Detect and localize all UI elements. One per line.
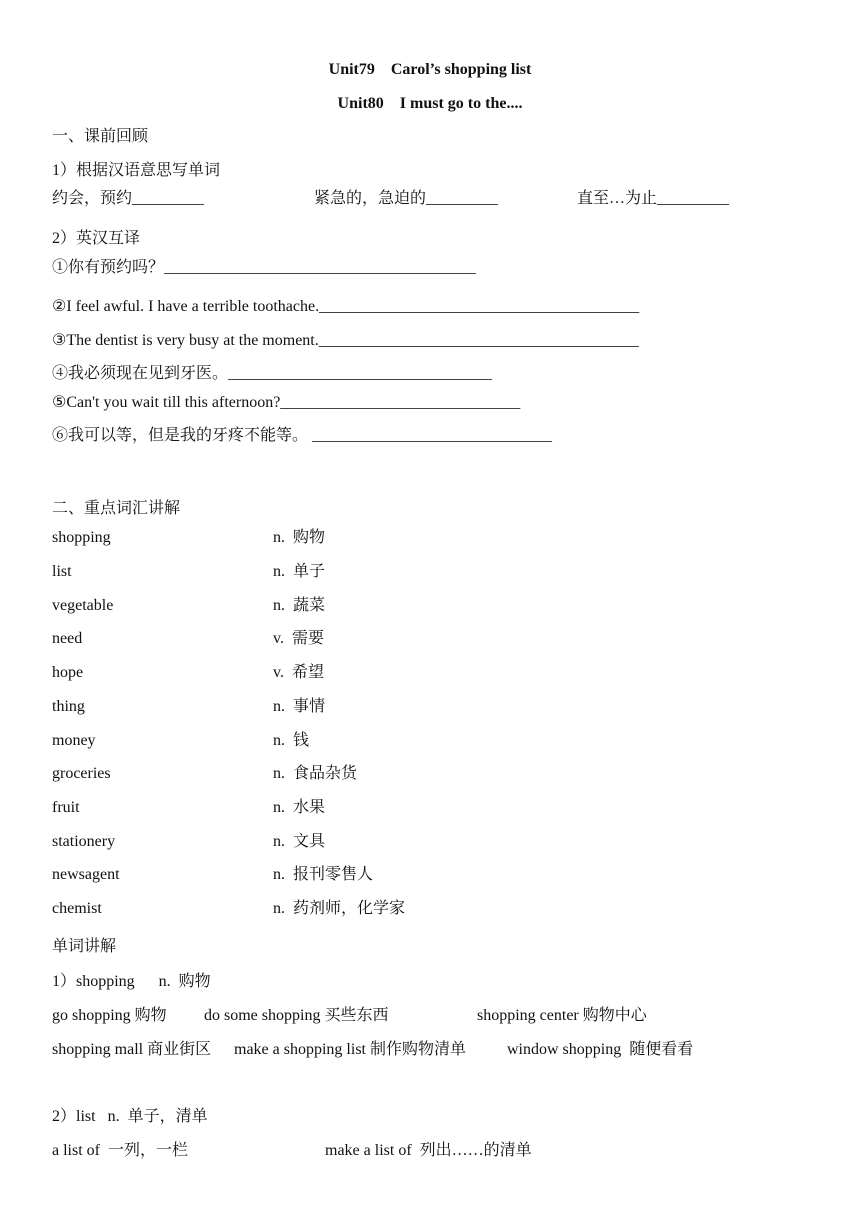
unit79-title: Unit79 Carol’s shopping list bbox=[328, 61, 532, 78]
vocab-meaning: n. 事情 bbox=[273, 698, 326, 715]
vocab-word: shopping bbox=[52, 529, 111, 546]
phrase: make a shopping list 制作购物清单 bbox=[234, 1041, 466, 1058]
vocab-heading: 二、重点词汇讲解 bbox=[52, 500, 181, 517]
review-heading: 一、课前回顾 bbox=[52, 128, 149, 145]
vocab-meaning: n. 蔬菜 bbox=[273, 597, 326, 614]
part2-item: ⑤Can't you wait till this afternoon?______________________________ bbox=[52, 394, 521, 411]
phrase: shopping mall 商业街区 bbox=[52, 1041, 212, 1058]
part1-item: 约会，预约_________ bbox=[52, 190, 205, 207]
vocab-meaning: v. 需要 bbox=[273, 630, 324, 647]
vocab-word: stationery bbox=[52, 833, 116, 850]
vocab-meaning: n. 食品杂货 bbox=[273, 765, 358, 782]
phrase: shopping center 购物中心 bbox=[477, 1007, 647, 1024]
phrase: go shopping 购物 bbox=[52, 1007, 167, 1024]
shopping-heading: 1）shopping n. 购物 bbox=[52, 973, 211, 990]
part2-item: ③The dentist is very busy at the moment.________________________________________ bbox=[52, 332, 639, 349]
vocab-word: groceries bbox=[52, 765, 111, 782]
part2-item: ⑥我可以等，但是我的牙疼不能等。 ______________________________ bbox=[52, 427, 553, 444]
vocab-meaning: n. 单子 bbox=[273, 563, 326, 580]
phrase: a list of 一列，一栏 bbox=[52, 1142, 188, 1159]
phrase: window shopping 随便看看 bbox=[507, 1041, 694, 1058]
vocab-word: vegetable bbox=[52, 597, 114, 614]
vocab-word: list bbox=[52, 563, 72, 580]
vocab-meaning: n. 购物 bbox=[273, 529, 326, 546]
part1-item: 直至…为止_________ bbox=[577, 190, 730, 207]
vocab-word: money bbox=[52, 732, 96, 749]
list-heading: 2）list n. 单子，清单 bbox=[52, 1108, 208, 1125]
explain-heading: 单词讲解 bbox=[52, 938, 117, 955]
vocab-meaning: n. 文具 bbox=[273, 833, 326, 850]
phrase: make a list of 列出……的清单 bbox=[325, 1142, 532, 1159]
vocab-word: thing bbox=[52, 698, 85, 715]
vocab-word: fruit bbox=[52, 799, 80, 816]
part2-item: ②I feel awful. I have a terrible toothache.________________________________________ bbox=[52, 298, 640, 315]
vocab-word: need bbox=[52, 630, 83, 647]
vocab-word: hope bbox=[52, 664, 84, 681]
vocab-word: chemist bbox=[52, 900, 102, 917]
vocab-meaning: n. 水果 bbox=[273, 799, 326, 816]
vocab-word: newsagent bbox=[52, 866, 120, 883]
vocab-meaning: n. 钱 bbox=[273, 732, 310, 749]
phrase: do some shopping 买些东西 bbox=[204, 1007, 389, 1024]
vocab-meaning: n. 报刊零售人 bbox=[273, 866, 374, 883]
vocab-meaning: n. 药剂师，化学家 bbox=[273, 900, 406, 917]
part2-item: ①你有预约吗？_______________________________________ bbox=[52, 259, 477, 276]
part1-item: 紧急的，急迫的_________ bbox=[314, 190, 499, 207]
unit80-title: Unit80 I must go to the.... bbox=[337, 95, 523, 112]
part1-heading: 1）根据汉语意思写单词 bbox=[52, 162, 221, 179]
vocab-meaning: v. 希望 bbox=[273, 664, 324, 681]
part2-item: ④我必须现在见到牙医。_________________________________ bbox=[52, 365, 493, 382]
part2-heading: 2）英汉互译 bbox=[52, 230, 141, 247]
